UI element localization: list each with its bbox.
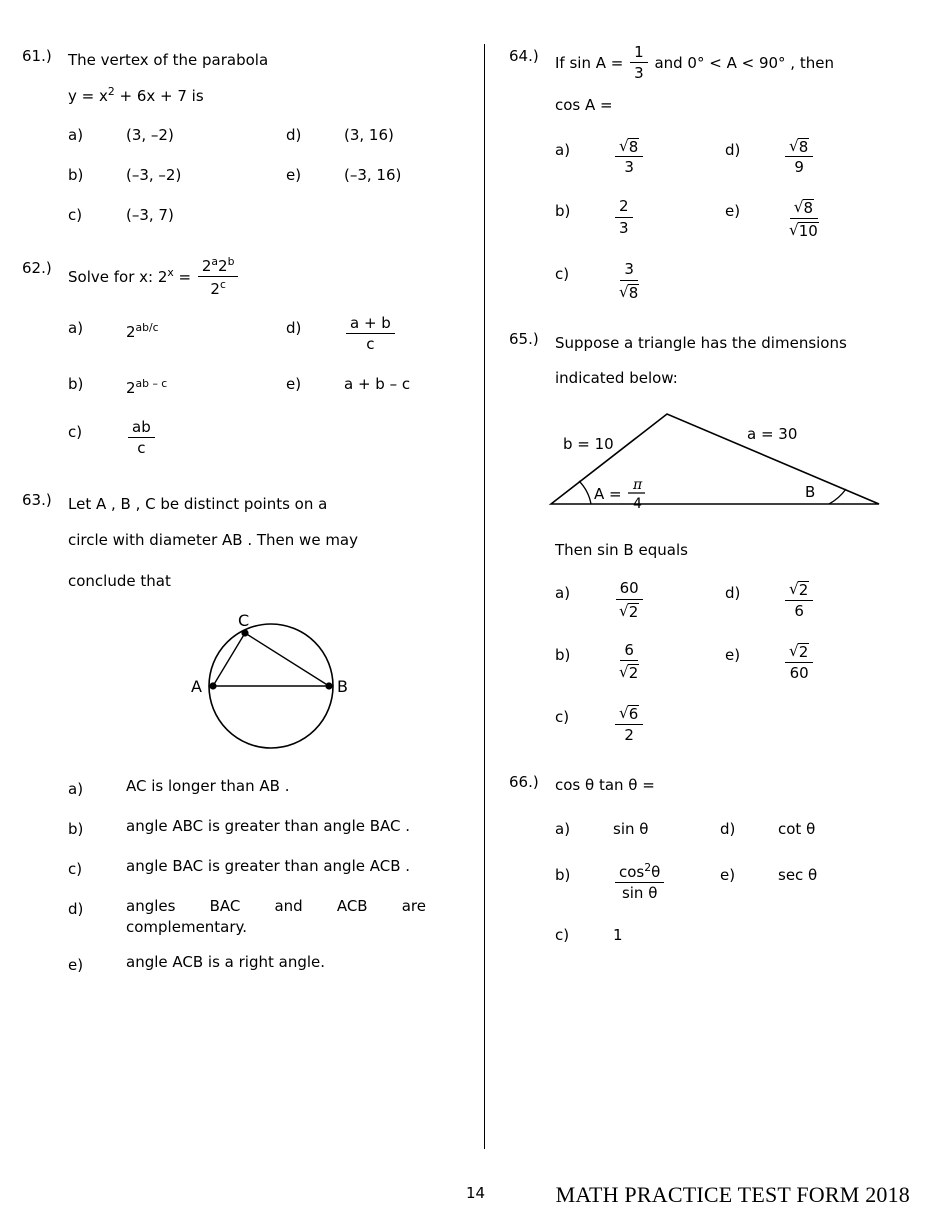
question-stem [68,256,474,299]
choices-61 [68,122,474,228]
stem-line-2: circle with diameter AB . Then we may [68,530,358,549]
question-number: 61.) [22,47,52,65]
fraction-numerator: a + b [346,315,395,334]
choice-text [613,704,645,744]
stem-line-1: Let A , B , C be distinct points on a [68,494,328,513]
choice-label: b) [68,819,84,838]
question-number: 64.) [509,47,539,65]
denominator-base: 2 [210,280,220,299]
fraction-numerator [615,704,643,725]
triangle-figure [529,401,925,530]
choice-row [555,704,925,744]
question-64 [509,44,925,301]
choice-text: sin θ [613,819,649,838]
page-number: 14 [466,1184,486,1202]
choice-b[interactable] [68,816,474,842]
radicand: 10 [798,221,818,240]
choice-label: c) [555,926,570,945]
sqrt-icon: √8 [793,198,814,218]
choice-d[interactable] [725,580,925,620]
stem-line-2 [68,76,474,112]
numerator-exp-2: b [227,255,235,268]
stem-fraction [630,44,648,83]
form-title: MATH PRACTICE TEST FORM 2018 [555,1182,910,1207]
choice-text [783,642,815,682]
choice-label: c) [68,859,83,878]
choice-label: d) [725,140,741,159]
choice-label: e) [286,375,302,393]
choice-a[interactable] [555,816,720,842]
stem-prefix: If sin A = [555,53,629,72]
choice-label: d) [286,126,302,144]
fraction-denominator [615,661,643,682]
choice-text [126,315,159,345]
choice-d[interactable] [286,122,486,148]
question-65 [509,327,925,743]
angle-a-numerator: π [633,477,643,494]
choice-text: angle ABC is greater than angle BAC . [126,816,411,835]
choice-c[interactable] [68,856,474,882]
sqrt-icon: √2 [789,580,809,600]
choice-base: 2 [126,322,136,341]
fraction-denominator: 3 [634,64,644,83]
left-column [22,44,484,1154]
radicand: 2 [628,602,639,621]
choice-row [555,580,925,620]
choice-text: (–3, 7) [126,206,174,224]
numerator-suffix: θ [651,862,661,881]
fraction-numerator [615,137,643,158]
choice-text [126,371,167,401]
choice-e[interactable] [725,198,925,239]
sqrt-icon: √8 [789,136,809,156]
choice-text [783,198,825,239]
question-62 [22,256,474,458]
choice-e[interactable] [725,642,925,682]
choice-fraction [346,315,395,354]
choice-b[interactable] [555,198,725,237]
right-column [485,44,925,1154]
choice-label: c) [555,265,570,284]
sqrt-icon: √8 [619,136,639,156]
question-stem: cos θ tan θ = [555,775,655,794]
choice-label: d) [68,899,84,918]
sqrt-icon: √2 [789,642,809,662]
choice-d[interactable] [725,137,925,177]
circle-diagram-svg [141,608,401,758]
choice-label: b) [555,646,571,665]
choice-text [613,642,645,682]
choice-text [613,261,645,301]
sqrt-icon: √2 [619,601,639,621]
radicand: 8 [798,137,809,156]
choice-fraction [785,198,823,239]
stem-line-3: conclude that [68,571,171,590]
choice-row [555,862,925,903]
fraction-numerator [615,862,664,883]
sqrt-icon: √6 [619,703,639,723]
choice-label: e) [286,166,302,184]
choice-e[interactable] [720,862,920,888]
choice-b[interactable] [555,642,725,682]
label-b: B [337,676,348,696]
page-footer [0,1172,950,1208]
stem-prefix: Solve for x: 2 [68,267,168,286]
choice-text: angles BAC and ACB are complementary. [126,896,426,936]
choice-label: b) [68,375,84,393]
fraction-denominator: 3 [619,218,629,237]
fraction-denominator [615,281,643,302]
choice-label: c) [555,707,570,726]
choice-label: a) [68,318,84,337]
choice-text: a + b – c [344,375,411,393]
choice-c[interactable] [555,261,725,301]
sqrt-icon: √2 [619,663,639,683]
choice-d[interactable] [286,315,486,354]
choice-row [68,419,474,458]
choice-text: sec θ [778,865,818,884]
angle-a-label: A = [594,485,622,504]
choice-row [555,137,925,177]
question-stem [555,327,925,397]
choice-label: c) [68,206,83,224]
choice-b[interactable] [68,371,286,401]
choice-c[interactable] [68,202,286,228]
choice-c[interactable] [555,922,720,948]
choices-64 [555,137,925,302]
choice-fraction [785,580,813,620]
fraction-numerator: ab [128,419,155,438]
stem-expression-prefix: y = x [68,87,108,105]
fraction-denominator: 3 [624,158,634,177]
choice-row [555,922,925,948]
question-stem-continued [555,534,925,566]
choice-d[interactable] [68,896,474,938]
choice-row [68,315,474,354]
choice-a[interactable] [68,776,474,802]
choice-label: d) [286,318,302,337]
numerator-base-1: 2 [201,257,212,275]
choice-a[interactable] [68,122,286,148]
question-stem [68,44,474,112]
choice-d[interactable] [720,816,920,842]
choice-fraction [785,137,813,177]
stem-fraction [198,256,239,299]
fraction-denominator: 9 [794,158,804,177]
question-63 [22,488,474,978]
question-number: 62.) [22,259,52,277]
stem-equals: = [173,267,196,286]
choice-fraction [615,642,643,682]
stem-expression-suffix: + 6x + 7 is [114,87,204,105]
fraction-numerator: 60 [616,580,643,599]
fraction-numerator [198,256,239,277]
fraction-denominator: 60 [789,663,809,682]
choice-row [68,202,474,228]
stem-exponent: x [167,265,174,279]
two-column-layout [22,44,910,1154]
choice-text: AC is longer than AB . [126,776,290,795]
radicand: 8 [628,283,639,302]
fraction-numerator [790,198,818,219]
choice-text: cot θ [778,819,816,838]
choice-exponent: ab/c [135,320,159,334]
choice-label: a) [555,584,571,603]
fraction-numerator [785,137,813,158]
fraction-numerator [785,580,813,601]
question-stem [555,44,925,121]
radicand: 8 [803,199,814,218]
fraction-denominator: sin θ [621,884,658,903]
radicand: 2 [628,664,639,683]
numerator-exponent: 2 [644,860,652,874]
choices-66 [555,816,925,949]
radicand: 8 [628,137,639,156]
choice-text: (3, –2) [126,126,174,144]
choice-label: a) [555,819,571,838]
choice-row [555,642,925,682]
circle-figure [68,608,474,762]
choice-text: angle ACB is a right angle. [126,952,326,971]
fraction-denominator: c [137,439,146,458]
choice-text [613,862,666,903]
choice-text [613,580,645,620]
choice-fraction [615,580,643,620]
choice-text [613,198,635,237]
numerator-exp-1: a [211,255,219,268]
choice-row [555,198,925,239]
numerator-base-2: 2 [218,257,228,275]
choice-fraction [615,704,643,744]
fraction-denominator [785,219,823,240]
choice-label: e) [720,865,736,884]
stem-suffix: and 0° < A < 90° , then [654,53,834,72]
label-c: C [238,610,250,630]
choice-text [613,137,645,177]
choice-label: b) [68,166,84,184]
choice-exponent: ab – c [135,377,168,390]
choice-row [555,816,925,842]
choices-62 [68,315,474,458]
question-number: 66.) [509,772,539,791]
choice-text [126,419,157,458]
choice-a[interactable] [555,580,725,620]
choices-65 [555,580,925,743]
side-b-label: b = 10 [563,435,614,454]
choice-row [68,162,474,188]
choice-fraction [615,137,643,177]
radicand: 2 [798,581,809,600]
choice-e[interactable] [68,952,474,978]
choice-text [783,137,815,177]
numerator-prefix: cos [619,862,645,881]
choice-base: 2 [126,379,136,397]
choice-text: (–3, 16) [344,166,402,184]
choice-label: a) [68,779,84,798]
choice-text: 1 [613,926,623,945]
choice-text [783,580,815,620]
choice-label: d) [725,584,741,603]
choice-row [68,122,474,148]
choice-a[interactable] [555,137,725,177]
fraction-denominator: c [366,334,375,353]
fraction-denominator [206,277,229,298]
choice-text: angle BAC is greater than angle ACB . [126,856,411,875]
choice-b[interactable] [555,862,720,903]
question-stem [68,488,474,602]
choice-text [344,315,397,354]
choice-label: e) [68,955,84,974]
choice-c[interactable] [68,419,286,458]
stem-line-1: The vertex of the parabola [68,51,269,69]
choice-e[interactable] [286,162,486,188]
choices-63 [68,776,474,978]
choice-label: e) [725,646,741,665]
triangle-diagram-svg [529,401,909,526]
choice-label: a) [555,140,571,159]
fraction-numerator: 3 [620,261,638,280]
fraction-numerator [785,642,813,663]
stem-line-2: indicated below: [555,369,678,388]
fraction-denominator: 6 [794,601,804,620]
choice-b[interactable] [68,162,286,188]
choice-label: b) [555,202,571,221]
choice-row [555,261,925,301]
denominator-exp: c [219,278,226,292]
choice-a[interactable] [68,315,286,345]
stem-exponent: 2 [107,85,115,98]
choice-label: c) [68,423,83,441]
choice-fraction [615,862,664,903]
choice-fraction [615,198,633,237]
choice-label: e) [725,202,741,221]
stem-line-2: cos A = [555,95,613,114]
question-61 [22,44,474,228]
angle-a-denominator: 4 [633,496,642,513]
choice-fraction [785,642,813,682]
fraction-numerator: 6 [620,642,638,661]
choice-label: b) [555,865,571,884]
stem-line-1: Suppose a triangle has the dimensions [555,334,847,353]
label-a: A [191,676,202,696]
choice-e[interactable] [286,371,486,397]
choice-fraction [615,261,643,301]
fraction-denominator [615,600,643,621]
choice-text: (3, 16) [344,126,394,144]
choice-fraction [128,419,155,458]
question-number: 63.) [22,490,52,509]
side-a-label: a = 30 [747,425,798,444]
radicand: 6 [628,704,639,723]
choice-row [68,371,474,401]
choice-label: d) [720,819,736,838]
stem-line-3: Then sin B equals [555,541,688,560]
question-number: 65.) [509,330,539,349]
fraction-denominator: 2 [624,725,634,744]
sqrt-icon: √10 [789,220,818,240]
sqrt-icon: √8 [619,282,639,302]
choice-c[interactable] [555,704,725,744]
fraction-numerator: 1 [630,44,648,63]
question-66 [509,770,925,949]
radicand: 2 [798,643,809,662]
angle-b-label: B [805,483,816,502]
choice-label: a) [68,126,84,144]
choice-text: (–3, –2) [126,166,182,184]
fraction-numerator: 2 [615,198,633,217]
